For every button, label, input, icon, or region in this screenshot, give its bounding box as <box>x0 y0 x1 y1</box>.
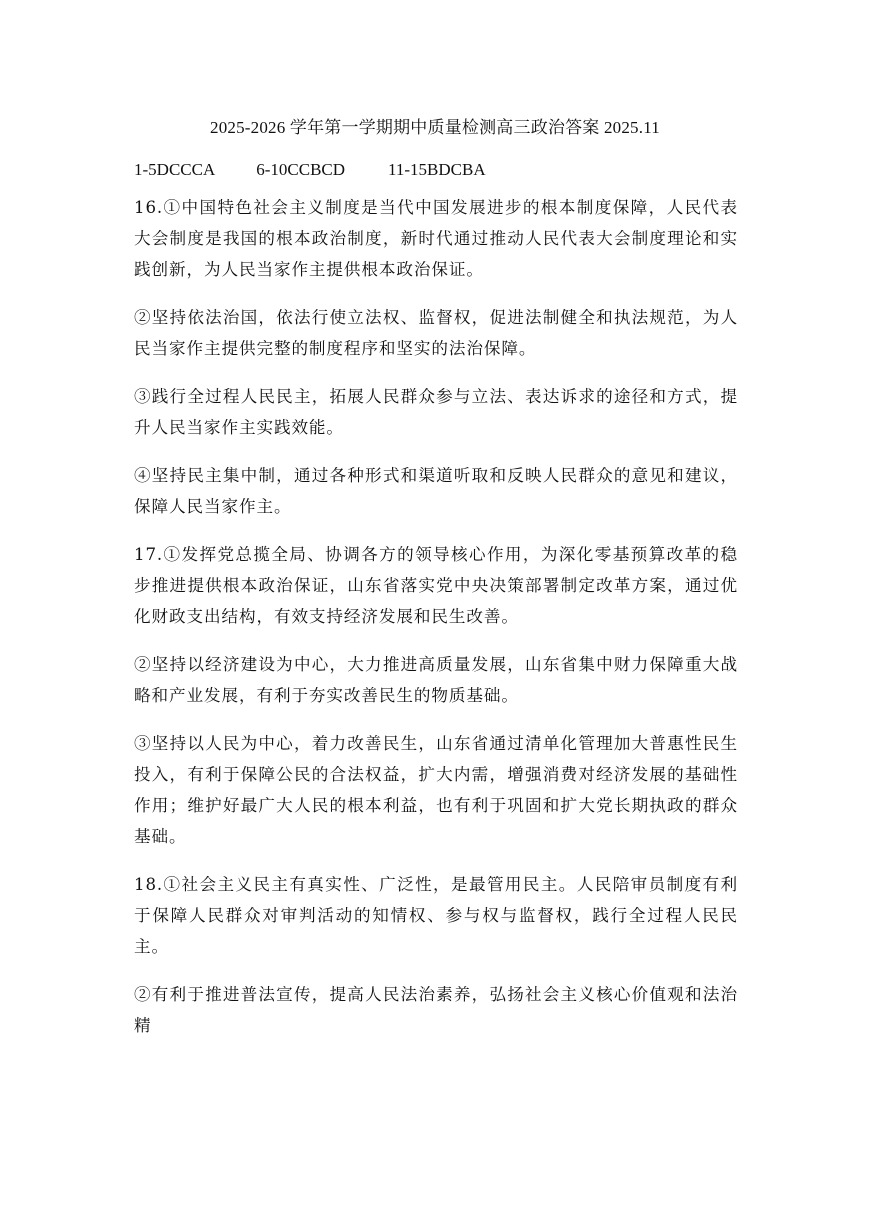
answer-q18-point-2: ②有利于推进普法宣传，提高人民法治素养，弘扬社会主义核心价值观和法治精 <box>134 985 738 1035</box>
choice-answers <box>134 158 486 182</box>
answer-q16-point-4: ④坚持民主集中制，通过各种形式和渠道听取和反映人民群众的意见和建议，保障人民当家作主。 <box>134 466 738 516</box>
answer-q16-point-3: ③践行全过程人民民主，拓展人民群众参与立法、表达诉求的途径和方式，提升人民当家作主实践效能。 <box>134 387 738 437</box>
answer-q16-point-2: ②坚持依法治国，依法行使立法权、监督权，促进法制健全和执法规范，为人民当家作主提供完整的制度程序和坚实的法治保障。 <box>134 308 738 358</box>
choice-answer-group: 6-10CCBCD <box>256 160 346 179</box>
choice-answer-group: 1-5DCCCA <box>134 160 216 179</box>
answer-q17-point-2: ②坚持以经济建设为中心，大力推进高质量发展，山东省集中财力保障重大战略和产业发展，有利于夯实改善民生的物质基础。 <box>134 655 738 705</box>
answer-body <box>134 192 738 1058</box>
answer-q18-point-1: 18.①社会主义民主有真实性、广泛性，是最管用民主。人民陪审员制度有利于保障人民群众对审判活动的知情权、参与权与监督权，践行全过程人民民主。 <box>134 875 738 956</box>
answer-q17-point-1: 17.①发挥党总揽全局、协调各方的领导核心作用，为深化零基预算改革的稳步推进提供根本政治保证，山东省落实党中央决策部署制定改革方案，通过优化财政支出结构，有效支持经济发展和民生改善。 <box>134 545 738 626</box>
answer-q17-point-3: ③坚持以人民为中心，着力改善民生，山东省通过清单化管理加大普惠性民生投入，有利于保障公民的合法权益，扩大内需，增强消费对经济发展的基础性作用；维护好最广大人民的根本利益，也有利于巩固和扩大党长期执政的群众基础。 <box>134 734 738 846</box>
choice-answer-group: 11-15BDCBA <box>388 160 486 179</box>
document-title: 2025-2026 学年第一学期期中质量检测高三政治答案 2025.11 <box>210 118 660 137</box>
answer-q16-point-1: 16.①中国特色社会主义制度是当代中国发展进步的根本制度保障，人民代表大会制度是我国的根本政治制度，新时代通过推动人民代表大会制度理论和实践创新，为人民当家作主提供根本政治保证。 <box>134 198 738 279</box>
